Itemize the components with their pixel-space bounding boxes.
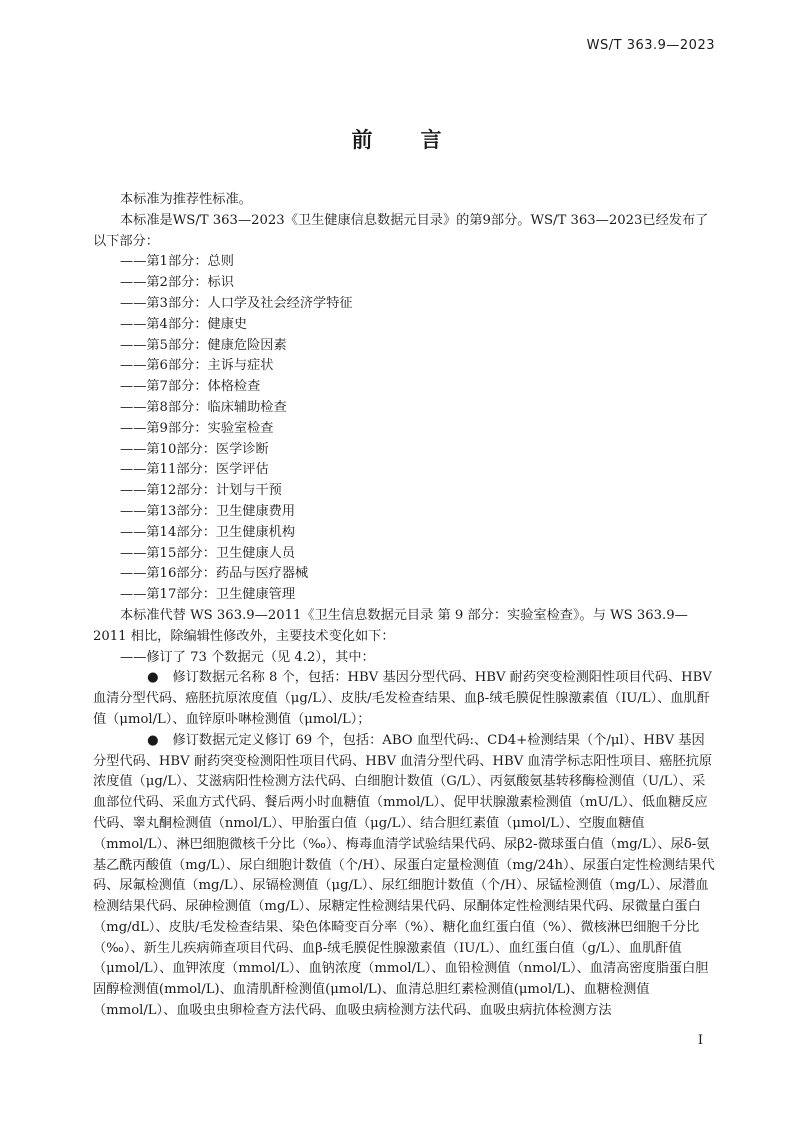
list-item: ——第16部分：药品与医疗器械 [120, 566, 309, 582]
bullet-icon: ● [147, 732, 159, 748]
bullet-item-names [93, 668, 717, 730]
standard-number: WS/T 363.9—2023 [586, 38, 715, 53]
page-title: 前言 [351, 127, 490, 152]
page-number: I [697, 1033, 703, 1048]
paragraph-series: 本标准是WS/T 363—2023《卫生健康信息数据元目录》的第9部分。WS/T 363—2023已经发布了以下部分： [93, 212, 709, 249]
list-item: ——第11部分：医学评估 [120, 462, 269, 478]
list-item: ——第8部分：临床辅助检查 [120, 399, 287, 415]
bullet-text: 修订数据元定义修订 69 个，包括：ABO 血型代码:、CD4+检测结果（个/μl）、HBV 基因分型代码、HBV 耐药突变检测阳性项目代码、HBV 血清分型代码、HBV 血清学标志阳性项目、癌胚抗原浓度值（μg/L）、艾滋病阳性检测方法代码、白细胞计数值（G/L）、丙氨酸氨基转移酶检测值（U/L）、采血部位代码、采血方式代码、餐后两小时血糖值（mmol/L）、促甲状腺激素检测值（mU/L）、低血糖反应代码、睾丸酮检测值（nmol/L）、甲胎蛋白值（μg/L）、结合胆红素值（μmol/L）、空腹血糖值（mmol/L）、淋巴细胞微核千分比（‰）、梅毒血清学试验结果代码、尿β2-微球蛋白值（mg/L）、尿δ-氨基乙酰丙酸值（mg/L）、尿白细胞计数值（个/H）、尿蛋白定量检测值（mg/24h）、尿蛋白定性检测结果代码、尿氟检测值（mg/L）、尿镉检测值（μg/L）、尿红细胞计数值（个/H）、尿锰检测值（mg/L）、尿潜血检测结果代码、尿砷检测值（mg/L）、尿糖定性检测结果代码、尿酮体定性检测结果代码、尿微量白蛋白（mg/dL）、皮肤/毛发检查结果、染色体畸变百分率（%）、糖化血红蛋白值（%）、微核淋巴细胞千分比（‰）、新生儿疾病筛查项目代码、血β-绒毛膜促性腺激素值（IU/L）、血红蛋白值（g/L）、血肌酐值（μmol/L）、血钾浓度（mmol/L）、血钠浓度（mmol/L）、血铅检测值（nmol/L）、血清高密度脂蛋白胆固醇检测值(mmol/L)、血清肌酐检测值(μmol/L)、血清总胆红素检测值(μmol/L)、血糖检测值（mmol/L）、血吸虫虫卵检查方法代码、血吸虫病检测方法代码、血吸虫病抗体检测方法 [93, 732, 715, 1019]
list-item: ——第13部分：卫生健康费用 [120, 503, 296, 519]
list-item: ——第6部分：主诉与症状 [120, 358, 274, 374]
list-item: ——第2部分：标识 [120, 275, 234, 291]
list-item: ——第17部分：卫生健康管理 [120, 587, 296, 603]
list-item: ——第12部分：计划与干预 [120, 483, 282, 499]
bullet-item-definitions [93, 731, 717, 1022]
paragraph-intro: 本标准为推荐性标准。 [120, 192, 252, 207]
list-item: ——第7部分：体格检查 [120, 379, 261, 395]
list-item: ——第5部分：健康危险因素 [120, 337, 287, 353]
list-item: ——第14部分：卫生健康机构 [120, 524, 296, 540]
paragraph-replacement: 本标准代替 WS 363.9—2011《卫生信息数据元目录 第 9 部分：实验室检查》。与 WS 363.9—2011 相比，除编辑性修改外，主要技术变化如下： [93, 607, 688, 644]
bullet-text: 修订数据元名称 8 个，包括：HBV 基因分型代码、HBV 耐药突变检测阳性项目代码、HBV 血清分型代码、癌胚抗原浓度值（μg/L）、皮肤/毛发检查结果、血β-绒毛膜促性腺激素值（IU/L）、血肌酐值（μmol/L）、血锌原卟啉检测值（μmol/L）； [93, 670, 712, 727]
list-item: ——第10部分：医学诊断 [120, 441, 269, 457]
list-item: ——第4部分：健康史 [120, 316, 248, 332]
bullet-icon: ● [147, 670, 159, 686]
parts-list [93, 252, 717, 606]
list-item: ——第3部分：人口学及社会经济学特征 [120, 295, 353, 311]
list-item: ——第9部分：实验室检查 [120, 420, 274, 436]
paragraph-changes: ——修订了 73 个数据元（见 4.2），其中： [120, 649, 375, 665]
list-item: ——第15部分：卫生健康人员 [120, 545, 296, 561]
list-item: ——第1部分：总则 [120, 254, 234, 270]
foreword-body [93, 190, 717, 1022]
